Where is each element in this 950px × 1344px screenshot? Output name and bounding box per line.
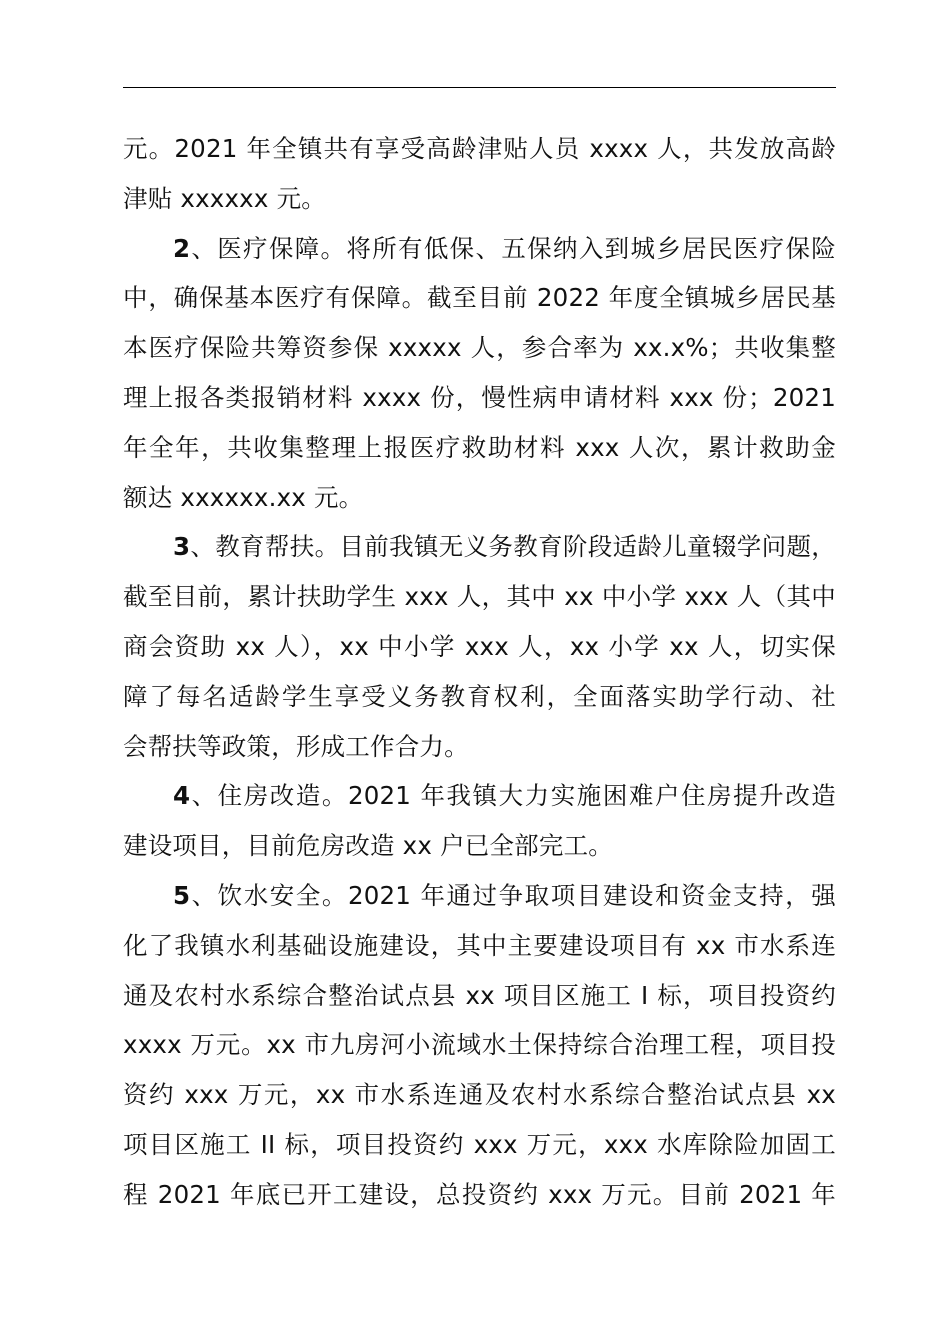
text-line: xxxx 万元。xx 市九房河小流域水土保持综合治理工程，项目投 [123, 1030, 836, 1060]
section-text: 、住房改造。2021 年我镇大力实施困难户住房提升改造 [190, 781, 836, 811]
body-text [123, 124, 836, 1220]
section-number: 3 [173, 532, 191, 562]
text-line: 通及农村水系综合整治试点县 xx 项目区施工 I 标，项目投资约 [123, 980, 836, 1010]
text-line: 津贴 xxxxxx 元。 [123, 183, 326, 213]
text-line: 化了我镇水利基础设施建设，其中主要建设项目有 xx 市水系连 [123, 930, 836, 960]
text-line: 程 2021 年底已开工建设，总投资约 xxx 万元。目前 2021 年 [123, 1179, 836, 1209]
text-line: 额达 xxxxxx.xx 元。 [123, 482, 364, 512]
text-line: 障了每名适龄学生享受义务教育权利，全面落实助学行动、社 [123, 681, 836, 711]
section-number: 2 [173, 233, 191, 263]
section-text: 、医疗保障。将所有低保、五保纳入到城乡居民医疗保险 [190, 233, 836, 263]
section-number: 4 [173, 781, 191, 811]
text-line: 中，确保基本医疗有保障。截至目前 2022 年度全镇城乡居民基 [123, 283, 836, 313]
text-line [123, 522, 836, 572]
header-rule [123, 87, 836, 88]
section-text: 、教育帮扶。目前我镇无义务教育阶段适龄儿童辍学问题， [190, 532, 836, 562]
text-line: 年全年，共收集整理上报医疗救助材料 xxx 人次，累计救助金 [123, 432, 836, 462]
text-line: 项目区施工 II 标，项目投资约 xxx 万元，xxx 水库除险加固工 [123, 1129, 836, 1159]
text-line [123, 771, 836, 821]
text-line: 建设项目，目前危房改造 xx 户已全部完工。 [123, 831, 613, 861]
text-line: 资约 xxx 万元，xx 市水系连通及农村水系综合整治试点县 xx [123, 1080, 836, 1110]
text-line: 商会资助 xx 人），xx 中小学 xxx 人，xx 小学 xx 人，切实保 [123, 631, 836, 661]
text-line: 截至目前，累计扶助学生 xxx 人，其中 xx 中小学 xxx 人（其中 [123, 582, 836, 612]
text-line: 会帮扶等政策，形成工作合力。 [123, 731, 469, 761]
text-line: 理上报各类报销材料 xxxx 份，慢性病申请材料 xxx 份；2021 [123, 382, 836, 412]
text-line: 本医疗保险共筹资参保 xxxxx 人，参合率为 xx.x%；共收集整 [123, 333, 836, 363]
text-line: 元。2021 年全镇共有享受高龄津贴人员 xxxx 人，共发放高龄 [123, 134, 836, 163]
text-line [123, 871, 836, 921]
section-number: 5 [173, 880, 191, 910]
section-text: 、饮水安全。2021 年通过争取项目建设和资金支持，强 [190, 880, 836, 910]
text-line [123, 224, 836, 274]
